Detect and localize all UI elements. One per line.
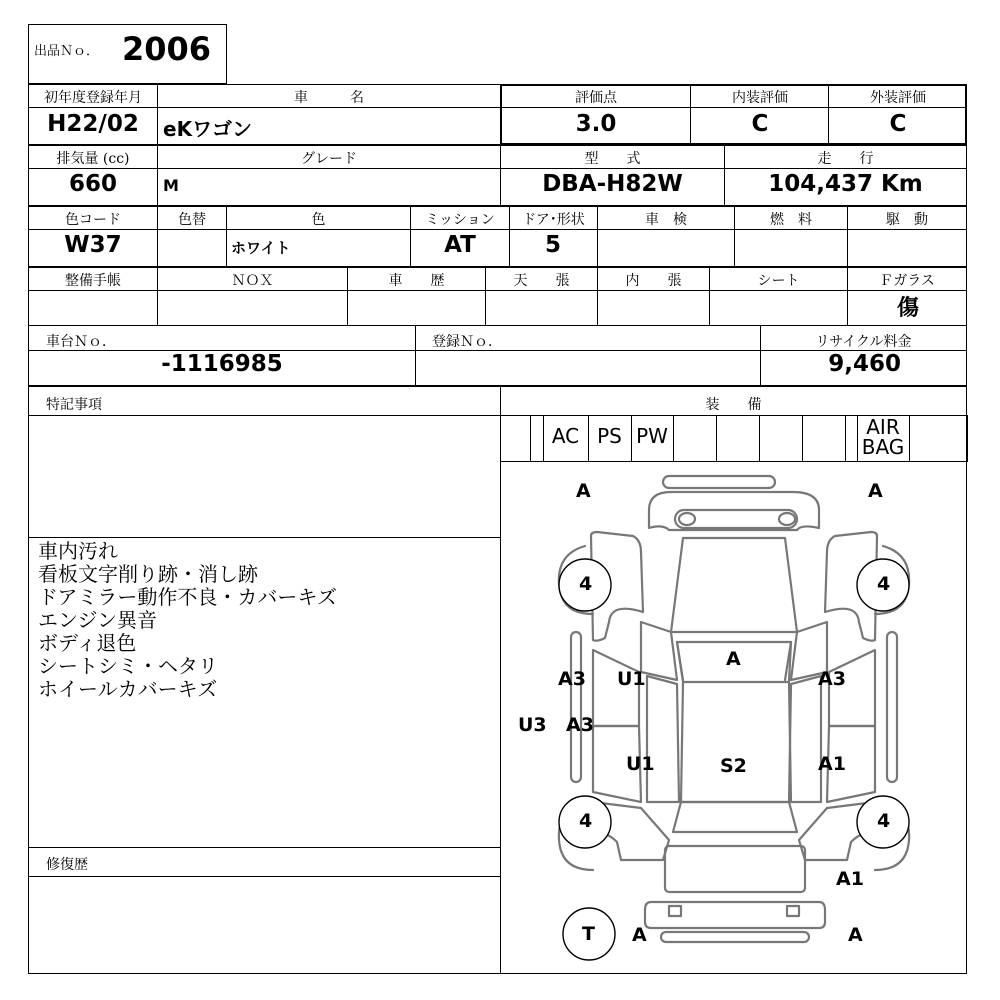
lot-number-label: 出品Ｎｏ． [34,44,100,59]
hdr-mileage: 走 行 [817,151,874,167]
hdr-roof: 天 張 [513,273,570,289]
damage-hood: A [726,648,741,670]
exterior-score-value: C [889,111,907,137]
hdr-history: 車 歴 [388,273,445,289]
interior-score-value: C [751,111,769,137]
car-name-value: eKワゴン [163,117,253,141]
damage-left-front-door: A3 [566,714,594,736]
mileage-value: 104,437 Km [768,171,923,197]
seat-cell [709,290,848,326]
equipment-item: AIR BAG [861,415,905,459]
roof-cell [485,290,598,326]
nox-cell [157,290,348,326]
hdr-remarks: 特記事項 [46,397,102,413]
registration-cell [415,350,761,386]
damage-right-rear-door: A1 [818,753,846,775]
color-change-cell [157,229,227,267]
damage-front-right: A [868,480,883,502]
damage-tire-fl: 4 [579,573,593,595]
hdr-color: 色 [311,212,326,228]
door-shape-value: 5 [545,232,562,258]
damage-windshield-left: U1 [617,668,646,690]
repair-area [28,876,501,974]
hdr-color-change: 色替 [178,212,206,228]
score-divider [500,107,967,108]
hdr-inner-lining: 内 張 [625,273,682,289]
hdr-maintenance: 整備手帳 [65,273,121,289]
hdr-transmission: ミッション [425,212,495,228]
remark-line: シートシミ・ヘタリ [38,654,218,678]
equipment-cell [759,415,803,462]
hdr-recycle: リサイクル料金 [815,334,912,350]
hdr-interior-score: 内装評価 [732,90,788,106]
damage-left-rear-window: U1 [626,753,655,775]
model-value: DBA-H82W [542,171,683,197]
first-reg-value: H22/02 [47,111,139,137]
recycle-value: 9,460 [828,351,901,377]
inspection-cell [597,229,735,267]
score-value: 3.0 [575,111,617,137]
hdr-fuel: 燃 料 [770,212,812,228]
displacement-value: 660 [68,171,117,197]
hdr-repair: 修復歴 [46,857,88,873]
damage-right-rear-quarter: A1 [836,868,864,890]
remark-line: ドアミラー動作不良・カバーキズ [38,585,337,609]
hdr-score: 評価点 [575,90,617,106]
color-value: ホワイト [231,239,291,257]
history-cell [347,290,486,326]
equipment-item: PS [597,424,622,448]
damage-spare-tire: T [582,923,595,945]
hdr-grade: グレード [301,151,357,167]
color-code-value: W37 [64,232,122,258]
hdr-f-glass: Ｆガラス [879,273,935,289]
damage-rear-right: A [848,924,863,946]
hdr-exterior-score: 外装評価 [870,90,926,106]
damage-rear-left: A [632,924,647,946]
chassis-value: -1116985 [161,351,283,377]
grade-value: M [163,176,179,195]
hdr-inspection: 車 検 [645,212,687,228]
hdr-drive: 駆 動 [886,212,928,228]
damage-tire-rl: 4 [579,810,593,832]
f-glass-value: 傷 [896,296,919,321]
damage-tire-fr: 4 [877,573,891,595]
hdr-door-shape: ドア･形状 [522,212,585,228]
remark-line: ボディ退色 [38,631,137,655]
equipment-cell [530,415,544,462]
damage-tire-rr: 4 [877,810,891,832]
hdr-chassis: 車台Ｎｏ． [46,334,116,350]
equipment-cell [673,415,717,462]
lot-number-value: 2006 [122,30,212,68]
hdr-model: 型 式 [584,151,641,167]
damage-left-fender: A3 [558,668,586,690]
remarks-blank-area [28,415,501,538]
equipment-cell [802,415,846,462]
damage-left-side-outer: U3 [518,714,547,736]
hdr-nox: ＮＯＸ [231,273,274,289]
hdr-color-code: 色コード [65,212,121,228]
remark-line: 車内汚れ [38,539,118,563]
damage-front-left: A [576,480,591,502]
damage-right-fender: A3 [818,668,846,690]
equipment-cell [909,415,968,462]
hdr-displacement: 排気量 (cc) [56,151,130,167]
remark-line: エンジン異音 [38,608,157,632]
remark-line: ホイールカバーキズ [38,677,218,701]
equipment-item: AC [551,424,580,448]
drive-cell [847,229,967,267]
remark-line: 看板文字削り跡・消し跡 [38,562,258,586]
fuel-cell [734,229,848,267]
grade-cell [157,168,501,206]
damage-roof: S2 [720,755,747,777]
hdr-registration: 登録Ｎｏ． [432,334,502,350]
equipment-item: PW [636,424,668,448]
remarks-list [38,540,337,701]
transmission-value: AT [444,232,476,258]
inner-lining-cell [597,290,710,326]
hdr-car-name: 車 名 [294,90,364,106]
hdr-seat: シート [757,273,800,289]
hdr-equipment: 装 備 [705,397,762,413]
maintenance-cell [28,290,158,326]
equipment-cell [716,415,760,462]
hdr-first-reg: 初年度登録年月 [44,90,142,106]
